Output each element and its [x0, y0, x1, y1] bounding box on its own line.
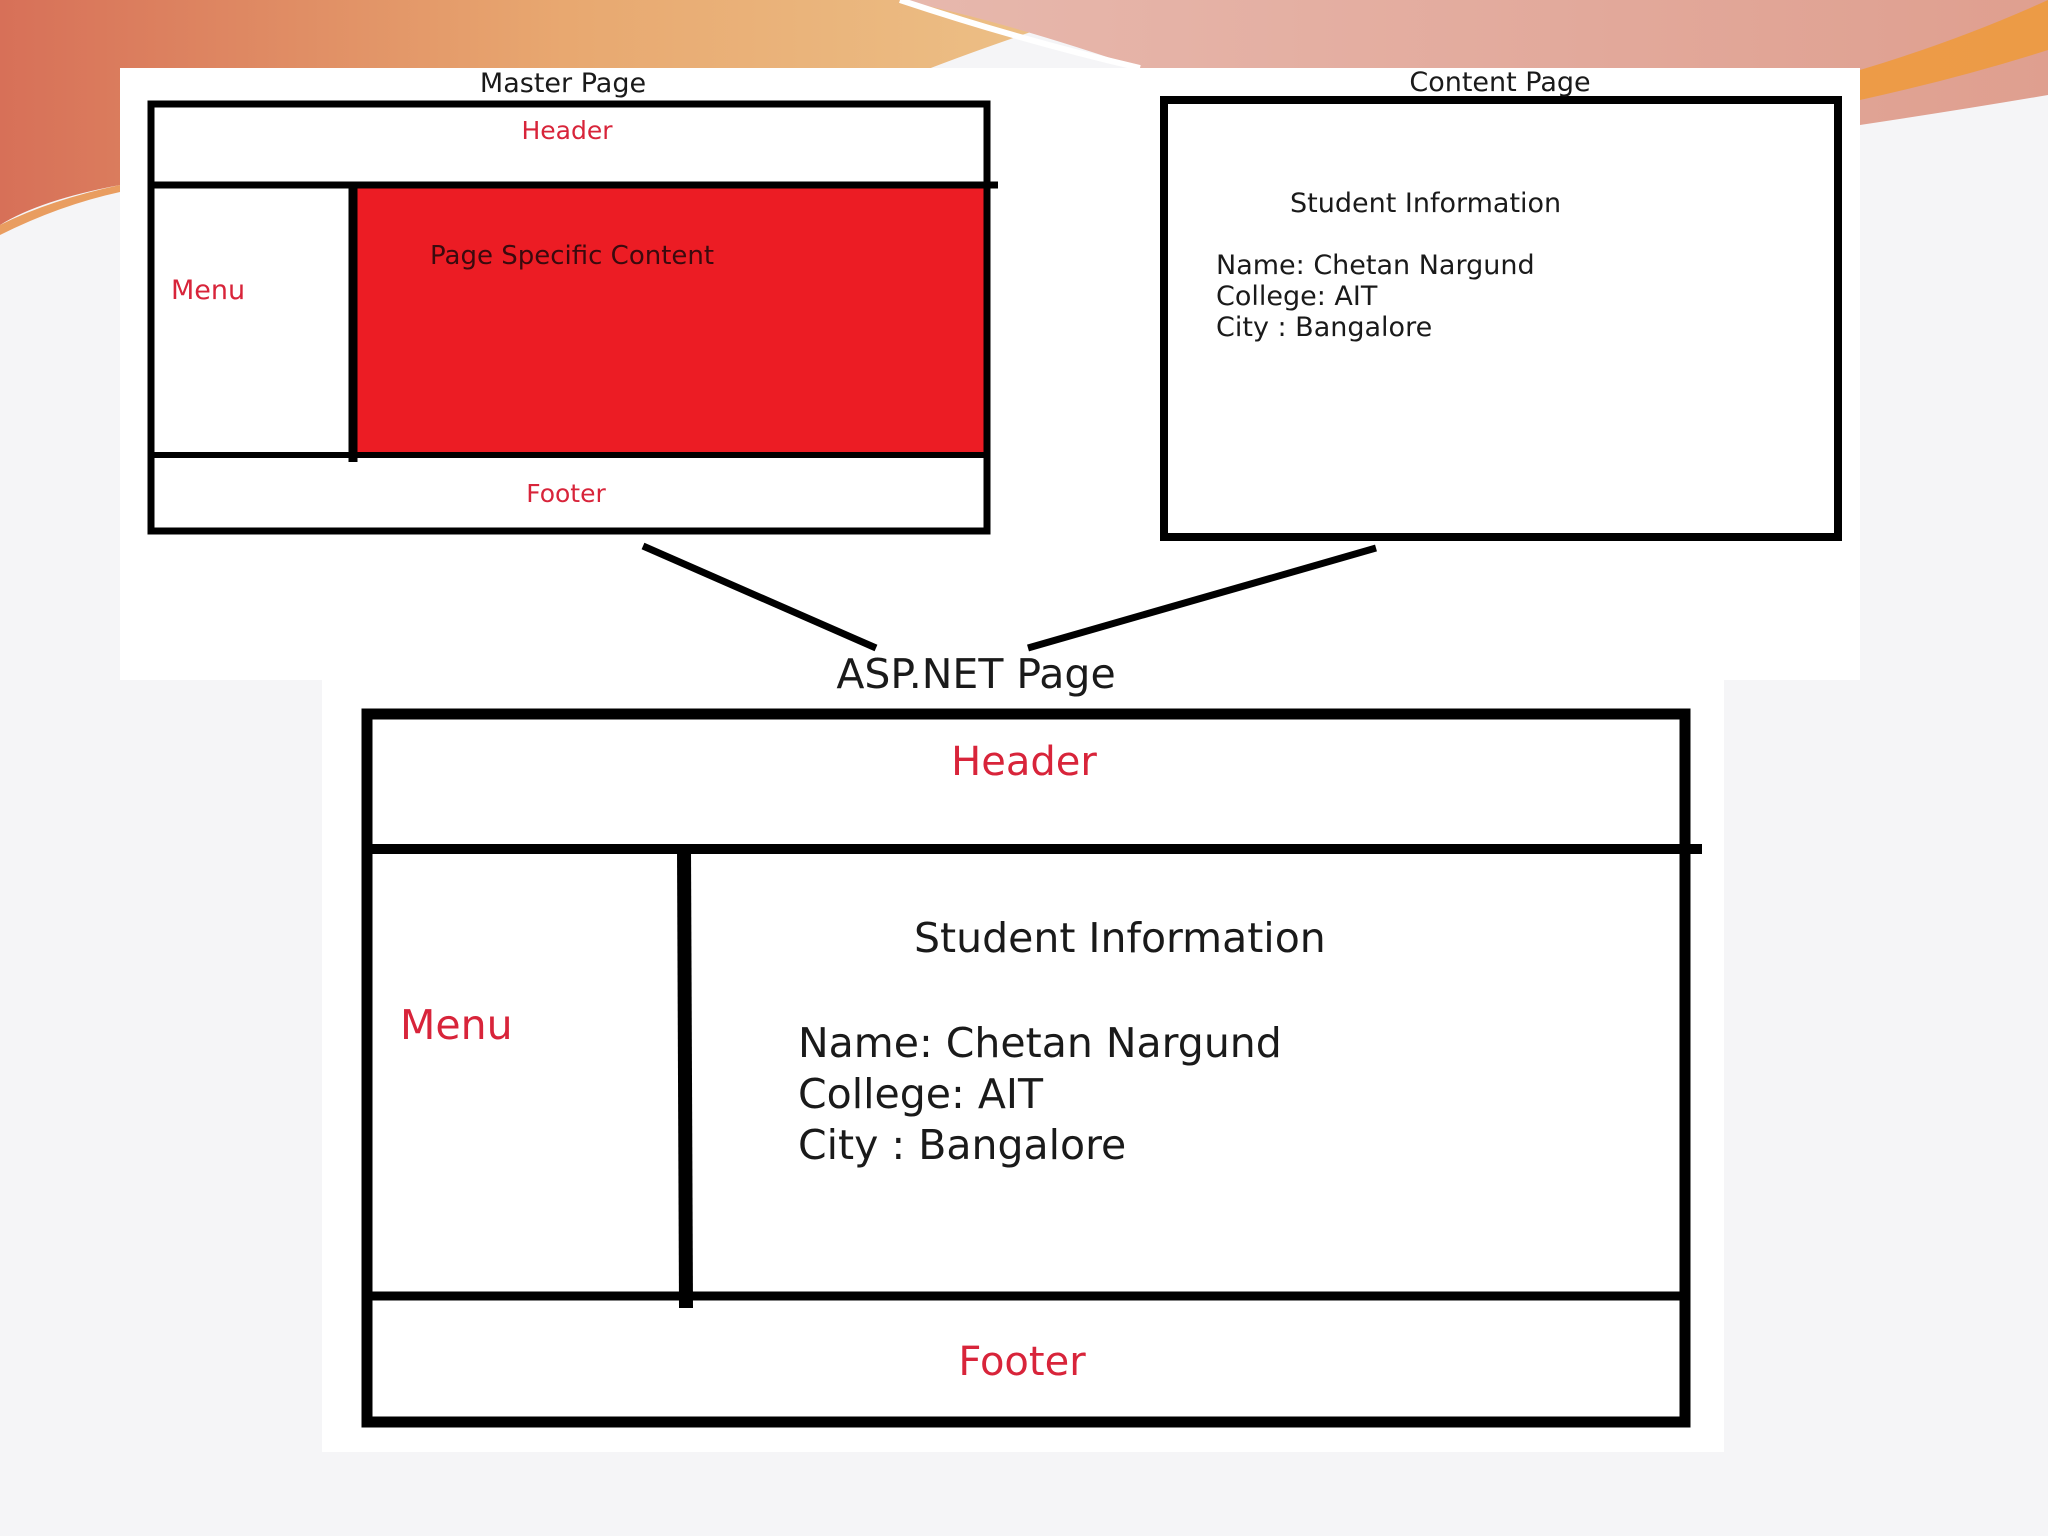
master-page-content-area	[353, 186, 986, 456]
master-content-placeholder-label: Page Specific Content	[430, 241, 715, 271]
master-footer-label: Footer	[526, 479, 606, 508]
asp-page-title: ASP.NET Page	[836, 650, 1116, 698]
asp-menu-label: Menu	[400, 1001, 513, 1049]
master-header-label: Header	[521, 116, 613, 145]
asp-menu-divider	[684, 849, 686, 1308]
asp-header-label: Header	[951, 739, 1097, 785]
master-menu-label: Menu	[171, 275, 246, 306]
content-page-details	[1216, 250, 1535, 343]
asp-detail-name: Name: Chetan Nargund	[798, 1019, 1282, 1067]
asp-detail-city: City : Bangalore	[798, 1121, 1127, 1169]
master-page-title: Master Page	[479, 68, 647, 99]
asp-page-heading: Student Information	[914, 914, 1326, 962]
asp-page-details	[798, 1018, 1282, 1171]
connector-master-to-asp	[643, 546, 876, 648]
content-detail-college: College: AIT	[1216, 281, 1378, 312]
content-detail-name: Name: Chetan Nargund	[1216, 250, 1535, 281]
content-page-heading: Student Information	[1290, 188, 1562, 219]
connector-content-to-asp	[1028, 548, 1376, 648]
content-detail-city: City : Bangalore	[1216, 312, 1433, 343]
content-page-title: Content Page	[1409, 67, 1591, 98]
asp-footer-label: Footer	[958, 1339, 1086, 1385]
asp-detail-college: College: AIT	[798, 1070, 1043, 1118]
master-page-diagram	[151, 104, 998, 531]
